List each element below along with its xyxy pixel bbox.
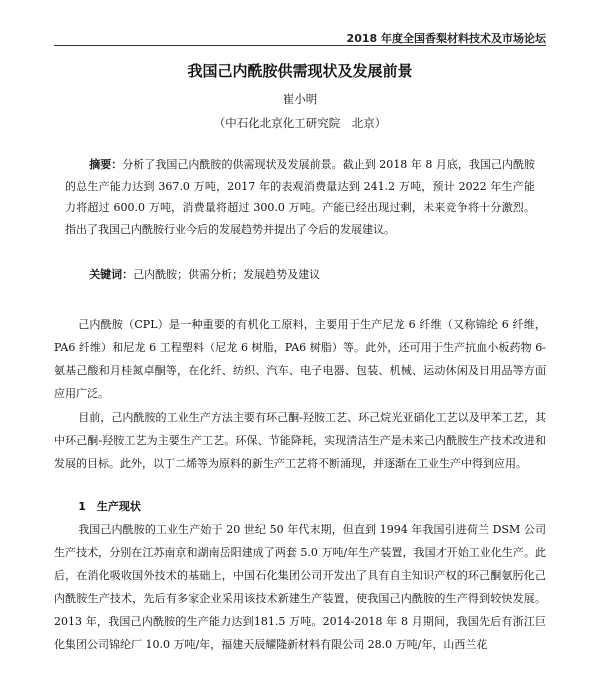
- article-title: 我国己内酰胺供需现状及发展前景: [187, 62, 413, 80]
- author-name: 崔小明: [282, 92, 318, 106]
- body-paragraph-production: 我国己内酰胺的工业生产始于 20 世纪 50 年代末期，但直到 1994 年我国引进荷兰 DSM 公司生产技术，分别在江苏南京和湖南岳阳建成了两套 5.0 万吨/年生产装置，我国才开始工业化生产。此后，在消化吸收国外技术的基础上，中国石化集团公司开发出了具有自主知识产权的环己酮氨肟化己内酰胺生产技术，先后有多家企业采用该技术新建生产装置，使我国己内酰胺的生产得到较快发展。2013 年，我国己内酰胺的生产能力达到181.5 万吨。2014-2018 年 8 月期间，我国先后有浙江巨化集团公司锦纶厂 10.0 万吨/年，福建天辰耀隆新材料有限公司 28.0 万吨/年，山西兰花: [54, 523, 546, 651]
- body-paragraph-intro: 己内酰胺（CPL）是一种重要的有机化工原料，主要用于生产尼龙 6 纤维（又称锦纶 6 纤维，PA6 纤维）和尼龙 6 工程塑料（尼龙 6 树脂，PA6 树脂）等。此外，还可用于生产抗血小板药物 6-氨基己酸和月桂氮卓酮等，在化纤、纺织、汽车、电子电器、包装、机械、运动休闲及日用品等方面应用广泛。: [54, 318, 546, 400]
- body-paragraph-process: 目前，己内酰胺的工业生产方法主要有环己酮-羟胺工艺、环己烷光亚硝化工艺以及甲苯工艺，其中环己酮-羟胺工艺为主要生产工艺。环保、节能降耗，实现清洁生产是未来己内酰胺生产技术改进和发展的目标。此外，以丁二烯等为原料的新生产工艺将不断涌现，并逐渐在工业生产中得到应用。: [54, 411, 546, 470]
- header-divider: [54, 45, 546, 46]
- section-heading-production: 1 生产现状: [78, 500, 141, 513]
- keywords-label: 关键词：: [89, 268, 134, 281]
- running-header: 2018 年度全国香梨材料技术及市场论坛: [346, 32, 546, 45]
- keywords: [65, 264, 535, 286]
- abstract-text: 分析了我国己内酰胺的供需现状及发展前景。截止到 2018 年 8 月底，我国己内酰胺的总生产能力达到 367.0 万吨，2017 年的表观消费量达到 241.2 万吨，预计 2022 年生产能力将超过 600.0 万吨，消费量将超过 300.0 万吨。产能已经出现过剩，未来竞争将十分激烈。指出了我国己内酰胺行业今后的发展趋势并提出了今后的发展建议。: [65, 158, 536, 236]
- author-affiliation: （中石化北京化工研究院 北京）: [213, 116, 387, 130]
- abstract-label: 摘要：: [89, 158, 123, 171]
- keywords-text: 己内酰胺；供需分析；发展趋势及建议: [133, 268, 321, 281]
- abstract: [65, 154, 535, 240]
